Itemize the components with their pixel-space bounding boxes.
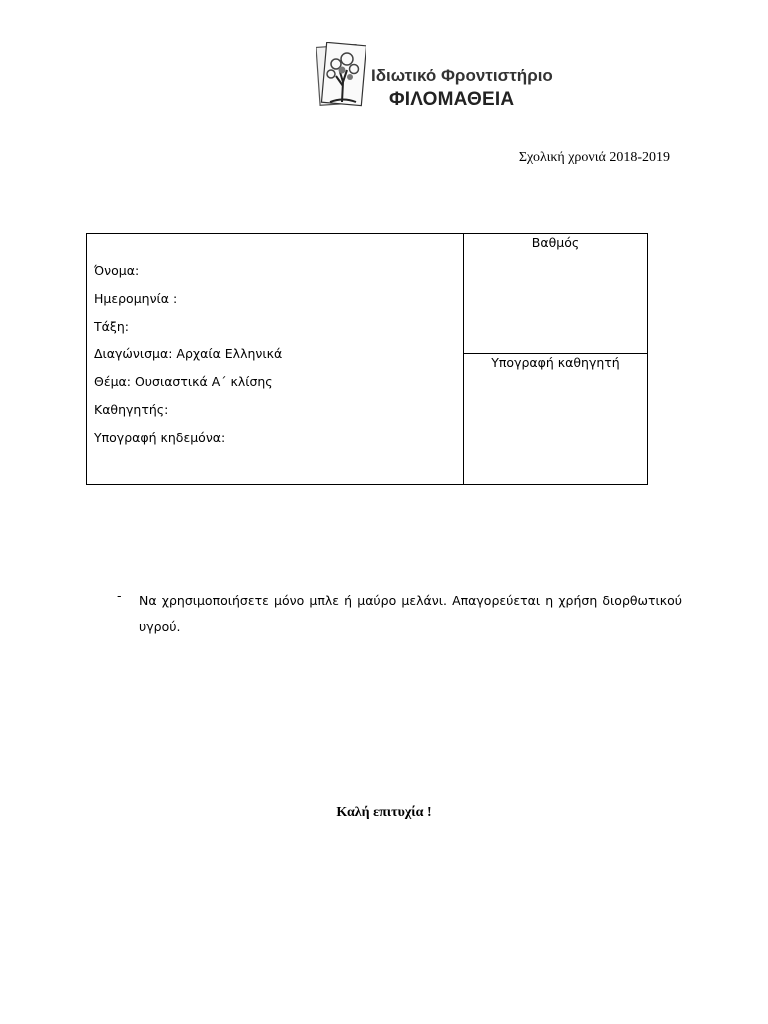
field-date: Ημερομηνία : xyxy=(94,291,178,306)
field-class: Τάξη: xyxy=(94,319,129,334)
student-info-box xyxy=(86,233,648,485)
instruction-bullet: - xyxy=(117,588,122,603)
teacher-signature-box xyxy=(464,354,647,484)
field-exam: Διαγώνισμα: Αρχαία Ελληνικά xyxy=(94,346,283,361)
grade-label: Βαθμός xyxy=(531,235,580,250)
school-year: Σχολική χρονιά 2018-2019 xyxy=(518,150,670,165)
tree-logo-icon xyxy=(316,42,366,108)
field-name: Όνομα: xyxy=(94,263,140,278)
good-luck-message: Καλή επιτυχία ! xyxy=(336,805,432,820)
student-fields xyxy=(87,234,464,484)
teacher-signature-label: Υπογραφή καθηγητή xyxy=(491,355,620,370)
logo-name: ΦΙΛΟΜΑΘΕΙΑ xyxy=(389,89,515,110)
logo-subtitle: Ιδιωτικό Φροντιστήριο xyxy=(371,66,553,85)
school-logo xyxy=(316,42,566,110)
grade-box xyxy=(464,234,647,354)
field-topic: Θέμα: Ουσιαστικά Α΄ κλίσης xyxy=(94,374,273,389)
instruction-text: Να χρησιμοποιήσετε μόνο μπλε ή μαύρο μελάνι. Απαγορεύεται η χρήση διορθωτικού υγρού. xyxy=(139,593,682,634)
field-guardian-signature: Υπογραφή κηδεμόνα: xyxy=(94,430,226,445)
field-teacher: Καθηγητής: xyxy=(94,402,169,417)
